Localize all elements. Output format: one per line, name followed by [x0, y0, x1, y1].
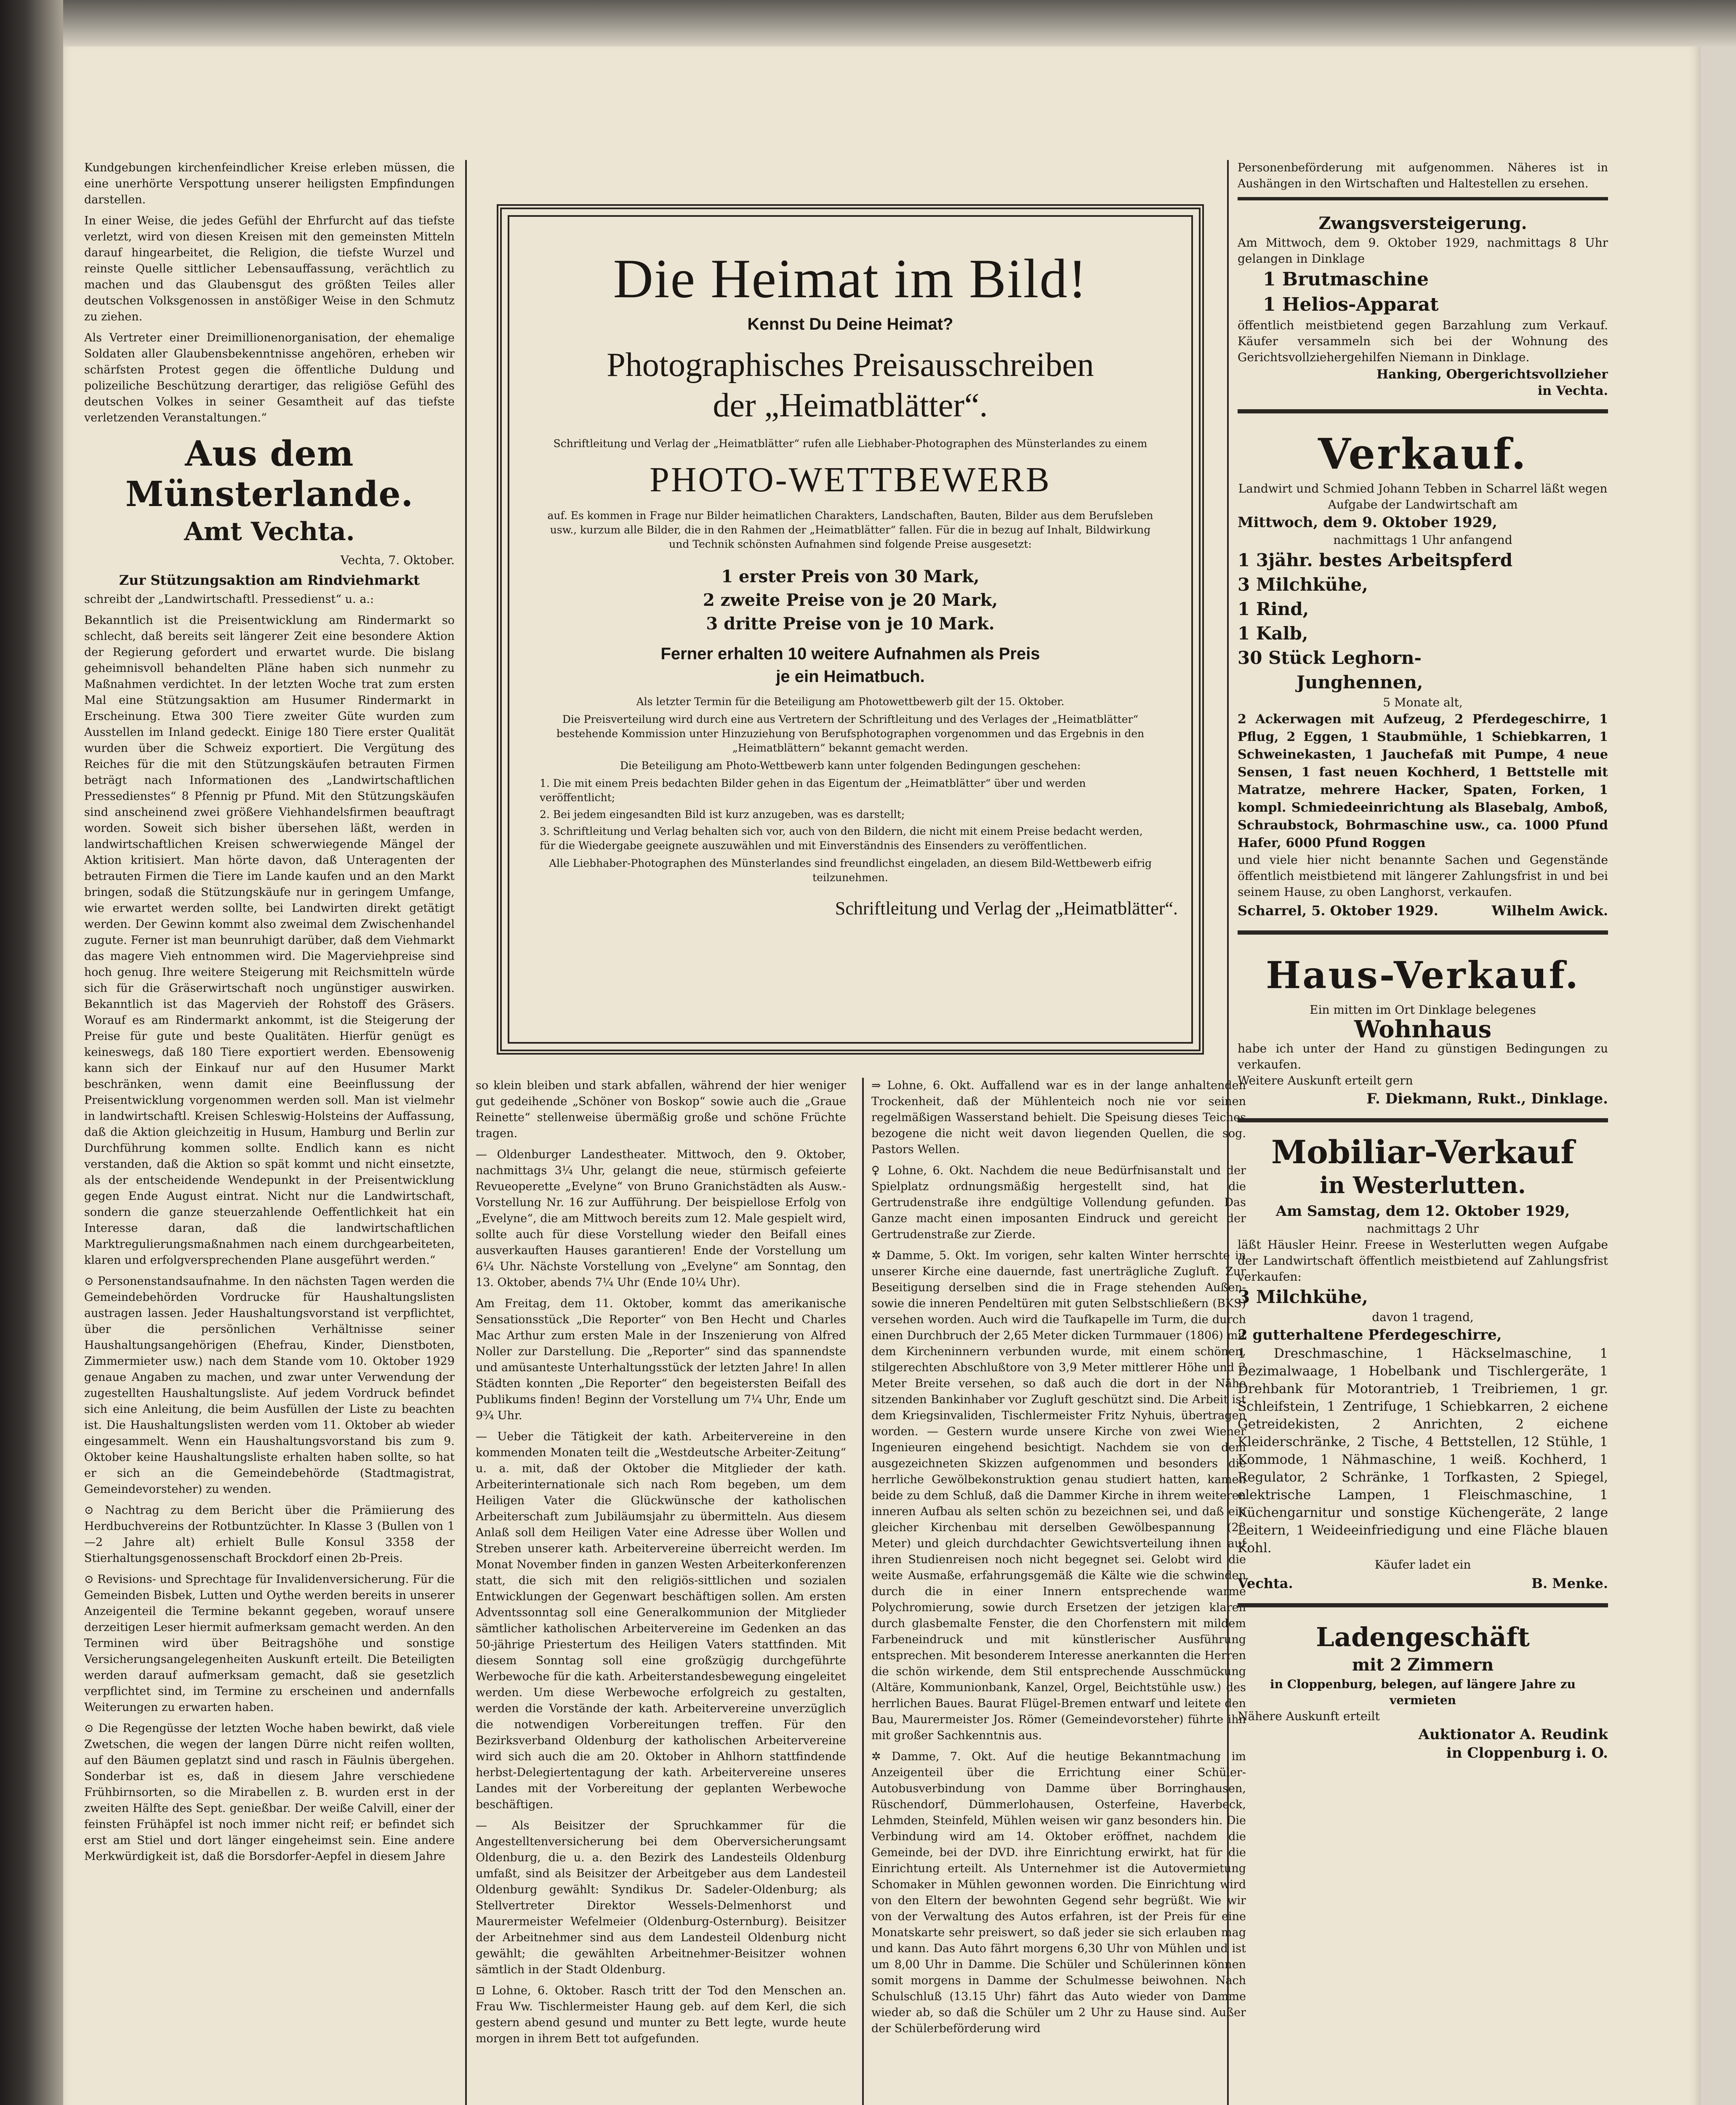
classified-subtitle: in Westerlutten.	[1320, 1172, 1526, 1199]
article-paragraph: Personenbeförderung mit aufgenommen. Näheres ist in Aushängen in den Wirtschaften und Haltestellen zu ersehen.	[1238, 161, 1608, 190]
ad-extra-prize-line: je ein Heimatbuch.	[776, 667, 925, 686]
article-paragraph: — Als Beisitzer der Spruchkammer für die Angestelltenversicherung bei dem Oberversicherungsamt Oldenburg, die u. a. den Bezirk des Landesteils Oldenburg umfaßt, sind als Beisitzer der Arbeitgeber aus dem Landesteil Oldenburg gewählt: Syndikus Dr. Sadeler-Oldenburg; als Stellvertreter Direktor Wessels-Delmenhorst und Maurermeister Wefelmeier (Oldenburg-Osternburg). Beisitzer der Arbeitnehmer sind aus dem Landesteil Oldenburg nicht gewählt; die gewählten Arbeitnehmer-Beisitzer wohnen sämtlich in der Stadt Oldenburg.	[476, 1819, 846, 1976]
ad-condition: 1. Die mit einem Preis bedachten Bilder gehen in das Eigentum der „Heimatblätter“ über und werden veröffentlicht;	[540, 777, 1086, 804]
classified-item: Junghennen,	[1297, 672, 1423, 693]
classified-title: Verkauf.	[1318, 429, 1528, 479]
ad-extra-prize-line: Ferner erhalten 10 weitere Aufnahmen als Preis	[660, 645, 1040, 663]
classified-item: 1 Rind,	[1238, 599, 1309, 619]
classified-place: Vechta.	[1238, 1575, 1293, 1591]
ad-subtitle: Photographisches Preisausschreiben	[607, 346, 1094, 384]
column-2	[476, 1078, 1246, 2105]
ad-title: Die Heimat im Bild!	[613, 248, 1088, 309]
article-paragraph: ⊡ Lohne, 6. Oktober. Rasch tritt der Tod den Menschen an. Frau Ww. Tischlermeister Haung geb. auf dem Kerl, die sich gestern abend gesund und munter zu Bett legte, wurde heute morgen in ihrem Bett tot aufgefunden.	[476, 1984, 846, 2045]
ad-prize: 3 dritte Preise von je 10 Mark.	[706, 614, 995, 634]
classified-text: Am Mittwoch, dem 9. Oktober 1929, nachmittags 8 Uhr gelangen in Dinklage	[1238, 236, 1608, 266]
article-paragraph: In einer Weise, die jedes Gefühl der Ehrfurcht auf das tiefste verletzt, wird von diesen Kreisen mit den gemeinsten Mitteln darauf hingearbeitet, die Religion, die tiefste Wurzel und reinste Quelle sittlicher Lebensauffassung, verächtlich zu machen und das Glaubensgut des größten Teiles aller deutschen Volksgenossen in anstößiger Weise in den Schmutz zu ziehen.	[84, 214, 455, 323]
classified-signature: B. Menke.	[1531, 1575, 1608, 1591]
ad-question: Kennst Du Deine Heimat?	[747, 315, 953, 333]
article-paragraph: ✲ Damme, 5. Okt. Im vorigen, sehr kalten Winter herrschte in unserer Kirche eine dauernde, fast unerträgliche Zugluft. Zur Beseitigung derselben sind die in Frage stehenden Außen- sowie die inneren Pendeltüren mit guten Selbstschließern (BKS) versehen worden. Auch wird die Taufkapelle im Turm, die durch einen Durchbruch der 2,65 Meter dicken Turmmauer (1806) mit dem Kircheninnern verbunden wurde, mit einem schönen, stilgerechten Abschlußtore von 3,9 Meter mittlerer Höhe und 2 Meter Breite versehen, so daß auch die dort in der Nähe sitzenden Bankinhaber vor Zugluft geschützt sind. Die Arbeit ist dem Kriegsinvaliden, Tischlermeister Fritz Nyhuis, übertragen worden. — Gestern wurde unsere Kirche von zwei Wiener Ingenieuren eingehend besichtigt. Nachdem sie von dem ausgezeichneten Skizzen aufgenommen und besonders die herrliche Gewölbekonstruktion genau studiert hatten, kamen beide zu dem Schluß, daß die Dammer Kirche in ihrem weiteren inneren Aufbau als selten schön zu bezeichnen sei, und daß ein gleicher Kirchenbau mit derselben Gewölbespannung (23 Meter) und gleich durchdachter Gewichtsverteilung ihnen auf ihren Studienreisen noch nicht begegnet sei. Gelobt wird die weite Ausmaße, erfahrungsgemäß die Kälte wie die schwinden durch die in einer Innern entsprechende warme Polychromierung, sowie durch Ersetzen der jetzigen klaren durch glasbemalte Fenster, die den Chorfenstern mit mildem Farbeneindruck und mit künstlerischer Ausführung entsprechen. Mit besonderem Interesse anerkannten die Herren die schön wirkende, dem Stil entsprechende Ausschmückung (Altäre, Kommunionbank, Kanzel, Orgel, Beichtstühle usw.) des herrlichen Baues. Baurat Flügel-Bremen entwarf und leitete den Bau, Maurermeister Jos. Römer (Gemeindevorsteher) führte ihn mit großer Sachkenntnis aus.	[871, 1249, 1246, 1742]
classified-date: Am Samstag, dem 12. Oktober 1929,	[1275, 1203, 1570, 1220]
classified-place: Scharrel, 5. Oktober 1929.	[1238, 903, 1438, 919]
article-headline: Zur Stützungsaktion am Rindviehmarkt	[119, 572, 420, 588]
column-2a	[476, 1078, 846, 2105]
classified-item: 3 Milchkühe,	[1238, 574, 1368, 595]
ad-divider	[1238, 197, 1608, 200]
column-1	[84, 160, 455, 2105]
classified-title: Zwangsversteigerung.	[1318, 213, 1527, 233]
classified-hausverkauf	[1238, 941, 1608, 1122]
ad-intro: Schriftleitung und Verlag der „Heimatblätter“ rufen alle Liebhaber-Photographen des Münsterlandes zu einem	[553, 437, 1148, 450]
classified-item: 1 Kalb,	[1238, 623, 1308, 644]
article-paragraph: so klein bleiben und stark abfallen, während der hier weniger gut gedeihende „Schöner von Boskop“ sowie auch die „Graue Reinette“ stellenweise übermäßig große und schöne Früchte tragen.	[476, 1079, 846, 1140]
ad-invite: Alle Liebhaber-Photographen des Münsterlandes sind freundlichst eingeladen, an diesem Bild-Wettbewerb eifrig teilzunehmen.	[548, 857, 1152, 884]
column-3-classifieds	[1238, 160, 1608, 2105]
classified-text: Ein mitten im Ort Dinklage belegenes	[1310, 1003, 1536, 1017]
ad-condition: 3. Schriftleitung und Verlag behalten sich vor, auch von den Bildern, die nicht mit einem Preise bedacht werden, für die Wiedergabe geeignete auszuwählen und mit Einverständnis des Einsenders zu veröffentlichen.	[540, 825, 1143, 852]
classified-note: 5 Monate alt,	[1383, 695, 1463, 709]
ad-contest-name: PHOTO-WETTBEWERB	[650, 460, 1051, 499]
classified-zwangsversteigerung	[1238, 205, 1608, 413]
article-paragraph: ⊙ Personenstandsaufnahme. In den nächsten Tagen werden die Gemeindebehörden Vordrucke für Haushaltungslisten austragen lassen. Jeder Haushaltungsvorstand ist verpflichtet, über die persönlichen Verhältnisse seiner Haushaltungsangehörigen (Ehefrau, Kinder, Dienstboten, Zimmermieter usw.) nach dem Stande vom 10. Oktober 1929 genaue Angaben zu machen, und zwar unter Verwendung der zugestellten Haushaltungsliste. Auf jedem Vordruck befindet sich eine Anleitung, die beim Ausfüllen der Liste zu beachten ist. Die Haushaltungslisten werden vom 11. Oktober ab wieder eingesammelt. Wenn ein Haushaltungsvorstand bis zum 9. Oktober keine Haushaltungsliste erhalten haben sollte, so hat er sich an die Gemeindebehörde (Stadtmagistrat, Gemeindevorsteher) zu wenden.	[84, 1275, 455, 1496]
column-2b	[871, 1078, 1246, 2105]
ad-extra-prize	[523, 642, 1178, 688]
ad-prize: 1 erster Preis von 30 Mark,	[721, 567, 980, 586]
scan-top-edge	[63, 0, 1736, 46]
classified-title: Mobiliar-Verkauf	[1271, 1133, 1575, 1171]
classified-date: Mittwoch, dem 9. Oktober 1929,	[1238, 514, 1497, 531]
classified-time: nachmittags 2 Uhr	[1366, 1222, 1479, 1236]
classified-mobiliar	[1238, 1128, 1608, 1607]
classified-item: 30 Stück Leghorn-	[1238, 647, 1422, 668]
classified-ladengeschaeft	[1238, 1613, 1608, 1772]
classified-signature: Hanking, Obergerichtsvollzieher	[1376, 367, 1608, 382]
classified-signature: in Vechta.	[1537, 384, 1608, 398]
classified-text: Käufer ladet ein	[1374, 1558, 1471, 1572]
article-intro: Kundgebungen kirchenfeindlicher Kreise erleben müssen, die eine unerhörte Verspottung unserer heiligsten Empfindungen darstellen.	[84, 161, 455, 206]
classified-signature: Wilhelm Awick.	[1491, 903, 1608, 919]
classified-subtitle: mit 2 Zimmern	[1352, 1655, 1494, 1675]
article-paragraph: ⊙ Die Regengüsse der letzten Woche haben bewirkt, daß viele Zwetschen, die wegen der langen Dürre nicht reifen wollten, auf den Bäumen geplatzt sind und rasch in Fäulnis übergehen. Sonderbar ist es, daß in diesem Jahre verschiedene Frühbirnsorten, so die Mirabellen z. B. wurden erst in der zweiten Hälfte des Sept. genießbar. Der weiße Calvill, einer der feinsten Frühäpfel ist noch immer nicht reif; er befindet sich erst am Stiel und dort länger eingeheimst sein. Eine andere Merkwürdigkeit ist, daß die Borsdorfer-Aepfel in diesem Jahre	[84, 1722, 455, 1863]
classified-title: Ladengeschäft	[1316, 1622, 1530, 1652]
classified-item: 2 gutterhaltene Pferdegeschirre,	[1238, 1327, 1502, 1343]
column-rule-1	[465, 160, 467, 2105]
classified-text: Nähere Auskunft erteilt	[1238, 1709, 1380, 1723]
article-paragraph: Als Vertreter einer Dreimillionenorganisation, der ehemalige Soldaten aller Glaubensbekenntnisse angehören, erheben wir schärfsten Protest gegen die öffentliche Duldung und polizeiliche Beschützung derartiger, das religiöse Gefühl des deutschen Volkes in seiner Gesamtheit auf das tiefste verletzenden Veranstaltungen.“	[84, 331, 455, 424]
binding-gutter	[0, 0, 63, 2105]
section-subheading: Amt Vechta.	[184, 517, 355, 546]
classified-item: 1 3jähr. bestes Arbeitspferd	[1238, 550, 1513, 570]
ad-prize: 2 zweite Preise von je 20 Mark,	[703, 590, 998, 610]
classified-item: 3 Milchkühe,	[1238, 1287, 1368, 1307]
ad-conditions-intro: Die Beteiligung am Photo-Wettbewerb kann unter folgenden Bedingungen geschehen:	[620, 759, 1081, 772]
article-paragraph: — Ueber die Tätigkeit der kath. Arbeitervereine in den kommenden Monaten teilt die „Westdeutsche Arbeiter-Zeitung“ u. a. mit, daß der Oktober die Mitglieder der kath. Arbeiterinternationale sich nach Rom begeben, um dem Heiligen Vater die Glückwünsche der katholischen Arbeiterschaft zum Jubiläumsjahr zu übermitteln. Aus diesem Anlaß soll dem Heiligen Vater eine Adresse über Wollen und Streben unserer kath. Arbeitervereine überreicht werden. Im Monat November finden in ganzen Westen Arbeiterkonferenzen statt, die sich mit den religiös-sittlichen und sozialen Entwicklungen der Gegenwart beschäftigen sollen. Am ersten Adventssonntag soll eine Generalkommunion der Mitglieder sämtlicher katholischen Arbeitervereine im Gedenken an das 50-jährige Priestertum des Heiligen Vaters stattfinden. Mit diesem Sonntag soll eine großzügig durchgeführte Werbewoche für die kath. Arbeiterstandesbewegung eingeleitet werden. Um diese Werbewoche erfolgreich zu gestalten, werden die Vorstände der kath. Arbeitervereine unverzüglich die notwendigen Vorbereitungen treffen. Für den Bezirksverband Oldenburg der katholischen Arbeitervereine wird sich auch die am 20. Oktober in Ahlhorn stattfindende herbst-Delegiertentagung der kath. Arbeitervereine unseres Landes mit der Vorbereitung der geplanten Werbewoche beschäftigen.	[476, 1430, 846, 1811]
classified-footer	[1238, 1575, 1608, 1591]
classified-text: habe ich unter der Hand zu günstigen Bedingungen zu verkaufen.	[1238, 1042, 1608, 1071]
photo-contest-ad	[497, 204, 1204, 1055]
classified-text: öffentlich meistbietend gegen Barzahlung zum Verkauf. Käufer versammeln sich bei der Wohnung des Gerichtsvollziehergehilfen Niemann in Dinklage.	[1238, 318, 1608, 364]
article-paragraph: schreibt der „Landwirtschaftl. Pressedienst“ u. a.:	[84, 593, 374, 606]
section-heading: Aus dem Münsterlande.	[125, 434, 414, 514]
classified-text: und viele hier nicht benannte Sachen und Gegenstände öffentlich meistbietend mit längerer Zahlungsfrist in und bei seinem Hause, zu oben Langhorst, verkaufen.	[1238, 853, 1608, 899]
classified-time: nachmittags 1 Uhr anfangend	[1333, 533, 1512, 547]
classified-text: läßt Häusler Heinr. Freese in Westerlutten wegen Aufgabe der Landwirtschaft öffentlich meistbietend auf Zahlungsfrist verkaufen:	[1238, 1238, 1608, 1284]
classified-item: 1 Brutmaschine	[1263, 269, 1429, 290]
ad-subtitle: der „Heimatblätter“.	[713, 387, 988, 424]
classified-signature: Auktionator A. Reudink	[1418, 1726, 1608, 1743]
classified-item: 1 Helios-Apparat	[1263, 294, 1439, 315]
classified-title: Haus-Verkauf.	[1266, 953, 1580, 997]
classified-item: Wohnhaus	[1354, 1015, 1492, 1043]
article-paragraph: — Oldenburger Landestheater. Mittwoch, den 9. Oktober, nachmittags 3¼ Uhr, gelangt die neue, stürmisch gefeierte Revueoperette „Evelyne“ von Bruno Granichstädten als Ausw.-Vorstellung Nr. 16 zur Aufführung. Der beispiellose Erfolg von „Evelyne“, die am Mittwoch bereits zum 12. Male gespielt wird, sollte auch für diese Vorstellung wieder den Beifall eines ausverkauften Hauses garantieren! Ende der Vorstellung um 6¼ Uhr. Nächste Vorstellung von „Evelyne“ am Sonntag, den 13. Oktober, abends 7¼ Uhr (Ende 10¼ Uhr).	[476, 1148, 846, 1289]
classified-text: Weitere Auskunft erteilt gern	[1238, 1074, 1413, 1087]
classified-verkauf	[1238, 419, 1608, 935]
dateline: Vechta, 7. Oktober.	[340, 553, 455, 567]
ad-deadline: Als letzter Termin für die Beteiligung am Photowettbewerb gilt der 15. Oktober.	[636, 695, 1065, 708]
article-paragraph: ⊙ Revisions- und Sprechtage für Invalidenversicherung. Für die Gemeinden Bisbek, Lutten und Oythe werden bereits in unserer Anzeigenteil die Termine bekannt gegeben, worauf unsere derzeitigen Leser hiermit aufmerksam gemacht werden. An den Terminen wird über Beitragshöhe und sonstige Versicherungsangelegenheiten Auskunft erteilt. Die Beteiligten werden darauf aufmerksam gemacht, daß sie gesetzlich verpflichtet sind, im Termine zu erscheinen und andernfalls Weiterungen zu erwarten haben.	[84, 1573, 455, 1714]
article-paragraph: Am Freitag, dem 11. Oktober, kommt das amerikanische Sensationsstück „Die Reporter“ von Ben Hecht und Charles Mac Arthur zum ersten Male in der Inszenierung von Alfred Noller zur Darstellung. Die „Reporter“ sind das spannendste und amüsanteste Unterhaltungsstück der letzten Jahre! In allen Städten konnten „Die Reporter“ den begeistersten Beifall des Publikums finden! Beginn der Vorstellung um 7¼ Uhr, Ende um 9¾ Uhr.	[476, 1297, 846, 1422]
ad-judging: Die Preisverteilung wird durch eine aus Vertretern der Schriftleitung und des Verlages der „Heimatblätter“ bestehende Kommission unter Hinzuziehung von Berufsphotographen vorgenommen und das Ergebnis in den „Heimatblättern“ bekannt gemacht werden.	[556, 713, 1145, 754]
article-paragraph: ⇒ Lohne, 6. Okt. Auffallend war es in der lange anhaltenden Trockenheit, daß der Mühlenteich noch nie vor seinen regelmäßigen Wasserstand behielt. Die Speisung dieses Teiches bezogene die nicht weit davon liegenden Quellen, die sog. Pastors Wellen.	[871, 1079, 1246, 1156]
classified-signature: in Cloppenburg i. O.	[1446, 1745, 1608, 1761]
classified-list: 2 Ackerwagen mit Aufzeug, 2 Pferdegeschirre, 1 Pflug, 2 Eggen, 1 Staubmühle, 1 Schiebkarren, 1 Schweinekasten, 1 Jauchefaß mit Pumpe, 4 neue Sensen, 1 fast neuen Kochherd, 1 Bettstelle mit Matratze, mehrere Hacker, Spaten, Forken, 1 kompl. Schmiedeeinrichtung als Blasebalg, Amboß, Schraubstock, Bohrmaschine usw., ca. 1000 Pfund Hafer, 6000 Pfund Roggen	[1238, 712, 1608, 850]
article-paragraph: ⊙ Nachtrag zu dem Bericht über die Prämiierung des Herdbuchvereins der Rotbuntzüchter. In Klasse 3 (Bullen von 1—2 Jahre alt) erhielt Bulle Konsul 3358 der Stierhaltungsgenossenschaft Brockdorf einen 2b-Preis.	[84, 1504, 455, 1565]
article-paragraph: ✲ Damme, 7. Okt. Auf die heutige Bekanntmachung im Anzeigenteil über die Errichtung einer Schüler-Autobusverbindung von Damme über Borringhausen, Rüschendorf, Dümmerlohausen, Osterfeine, Haverbeck, Lehmden, Steinfeld, Mühlen weisen wir ganz besonders hin. Die Verbindung wird am 14. Oktober eröffnet, nachdem die Gemeinde, bei der DVD. ihre Einrichtung erwirkt, hat für die Einrichtung erteilt. Als Unternehmer ist die Autovermietung Schomaker in Mühlen gewonnen worden. Die Einrichtung wird von den Eltern der bewohnten Gegend sehr begrüßt. Wie wir von der Verwaltung des Autos erfahren, ist der Preis für eine Monatskarte sehr preiswert, so daß jeder sie sich erlauben mag und kann. Das Auto fährt morgens 6,30 Uhr von Mühlen und ist um 8,00 Uhr in Damme. Die Schüler und Schülerinnen können somit morgens in Damme der Schulmesse beiwohnen. Nach Schulschluß (13.15 Uhr) fährt das Auto wieder von Damme wieder ab, so daß die Schüler um 2 Uhr zu Hause sind. Außer der Schülerbeförderung wird	[871, 1750, 1246, 2035]
ad-condition: 2. Bei jedem eingesandten Bild ist kurz anzugeben, was es darstellt;	[540, 808, 905, 821]
ad-description: auf. Es kommen in Frage nur Bilder heimatlichen Charakters, Landschaften, Bauten, Bilder aus dem Berufsleben usw., kurzum alle Bilder, die in den Rahmen der „Heimatblätter“ fallen. Für die in bezug auf Inhalt, Bildwirkung und Technik schönsten Aufnahmen sind folgende Preise ausgesetzt:	[547, 509, 1153, 550]
classified-signature: F. Diekmann, Rukt., Dinklage.	[1366, 1090, 1608, 1107]
article-paragraph: ♀ Lohne, 6. Okt. Nachdem die neue Bedürfnisanstalt und der Spielplatz ordnungsmäßig hergestellt sind, hat die Gertrudenstraße ihre endgültige Vollendung gefunden. Das Ganze macht einen imposanten Eindruck und gereicht der Gertrudenstraße zur Zierde.	[871, 1164, 1246, 1241]
classified-list: 1 Dreschmaschine, 1 Häckselmaschine, 1 Dezimalwaage, 1 Hobelbank und Tischlergeräte, 1 Drehbank für Motorantrieb, 1 Treibriemen, 1 gr. Schleifstein, 1 Zentrifuge, 1 Schiebkarren, 2 eichene Getreidekisten, 2 Anrichten, 2 eichene Kleiderschränke, 2 Tische, 4 Bettstellen, 12 Stühle, 1 Kommode, 1 Nähmaschine, 1 weiß. Kochherd, 1 Regulator, 2 Schränke, 1 Torfkasten, 2 Spiegel, elektrische Lampen, 1 Fleischmaschine, 1 Küchengarnitur und sonstige Küchengeräte, 2 lange Leitern, 1 Weideeinfriedigung und eine Fläche blauen Kohl.	[1238, 1346, 1608, 1556]
classified-footer	[1238, 903, 1608, 919]
classified-text: in Cloppenburg, belegen, auf längere Jahre zu vermieten	[1270, 1677, 1576, 1707]
classified-note: davon 1 tragend,	[1372, 1310, 1474, 1324]
classified-text: Landwirt und Schmied Johann Tebben in Scharrel läßt wegen Aufgabe der Landwirtschaft am	[1238, 482, 1608, 512]
ad-signature: Schriftleitung und Verlag der „Heimatblätter“.	[835, 898, 1178, 919]
article-paragraph: Bekanntlich ist die Preisentwicklung am Rindermarkt so schlecht, daß bereits seit längerer Zeit eine besondere Aktion der Regierung gefordert und erwartet wurde. Die bislang geheimnisvoll behandelten Pläne haben sich nunmehr zu Maßnahmen verdichtet. In der letzten Woche trat zum ersten Mal eine Stützungsaktion am Husumer Rindermarkt in Erscheinung. Etwa 300 Tiere zweiter Güte wurden zum Ausstellen im Inland gedeckt. Einige 180 Tiere erster Qualität wurden über die Schweiz exportiert. Die Vergütung des Reiches für die mit den Stützungskäufen betrauten Firmen beträgt nach Informationen des „Landwirtschaftlichen Pressedienstes“ 8 Pfennig pr Pfund. Mit den Stützungskäufen sind anscheinend zwei größere Viehhandelsfirmen beauftragt worden. Soweit sich bisher übersehen läßt, werden in landwirtschaftlichen Kreisen schwerwiegende Mängel der Aktion kritisiert. Man hörte davon, daß Unteragenten der betrauten Firmen die Tiere im Lande kaufen und an den Markt bringen, sodaß die Stützungskäufe nur in geringem Umfange, wie erwartet werden sollte, bei Landwirten direkt getätigt werden. Der Gewinn kommt also zweimal dem Zwischenhandel zugute. Ferner ist man beunruhigt darüber, daß dem Viehmarkt das magere Vieh entnommen wird. Die Magerviehpreise sind hoch genug. Ihre weitere Steigerung mit Reichsmitteln würde sich für die Gräserwirtschaft noch ungünstiger auswirken. Bekanntlich ist das Magervieh der Rohstoff des Gräsers. Worauf es am Rindermarkt ankommt, ist die Steigerung der Preise für gute und beste Qualitäten. Hierfür genügt es keineswegs, daß 180 Tiere exportiert werden. Ebensowenig kann sich der Einkauf nur auf den Husumer Markt beschränken, wenn damit eine Beeinflussung der Preisentwicklung vorgenommen werden soll. Man ist vielmehr in landwirtschaftl. Kreisen Schleswig-Holsteins der Auffassung, daß die Aktion gleichzeitig in Husum, Hamburg und Berlin zur Durchführung kommen sollte. Endlich kann es nicht verstanden, daß die Aktion so spät kommt und nicht einsetzte, als der entscheidende Wendepunkt in der Preisentwicklung gegen Ende August eintrat. Nicht nur die Landwirtschaft, sondern die ganze steuerzahlende Oeffentlichkeit hat ein Interesse daran, daß die landwirtschaftlichen Marktregulierungsmaßnahmen nach einem durchgearbeiteten, klaren und erfolgversprechenden Plane ausgeführt werden.“	[84, 614, 455, 1267]
